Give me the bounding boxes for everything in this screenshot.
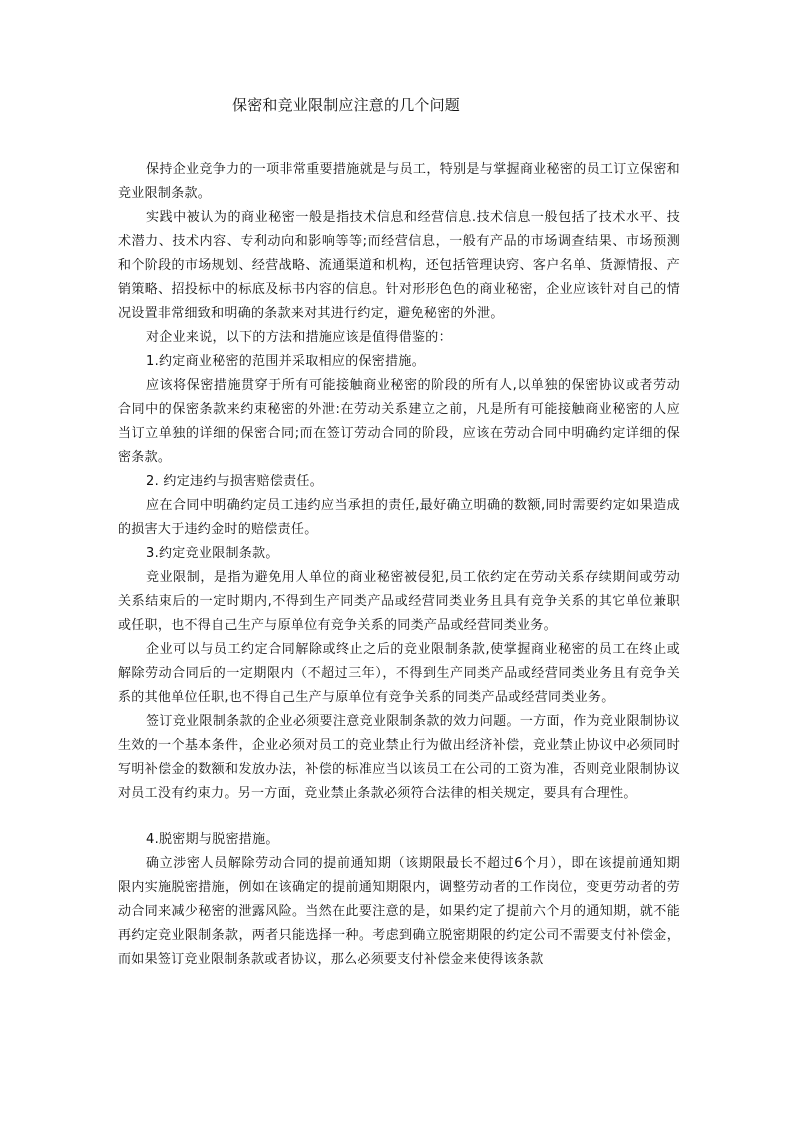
paragraph-section-3a: 竞业限制，是指为避免用人单位的商业秘密被侵犯,员工依约定在劳动关系存续期间或劳动关系结束后的一定时期内,不得到生产同类产品或经营同类业务且具有竞争关系的其它单位兼职或任职，也不得自己生产与原单位有竞争关系的同类产品或经营同类业务。	[118, 570, 680, 633]
paragraph-methods-lead: 对企业来说，以下的方法和措施应该是值得借鉴的：	[146, 330, 452, 345]
section-heading-2: 2. 约定违约与损害赔偿责任。	[146, 474, 324, 489]
paragraph-section-1: 应该将保密措施贯穿于所有可能接触商业秘密的阶段的所有人,以单独的保密协议或者劳动合同中的保密条款来约束秘密的外泄:在劳动关系建立之前，凡是所有可能接触商业秘密的人应当订立单独的详细的保密合同;而在签订劳动合同的阶段，应该在劳动合同中明确约定详细的保密条款。	[118, 378, 680, 465]
paragraph-section-3b: 企业可以与员工约定合同解除或终止之后的竞业限制条款,使掌握商业秘密的员工在终止或解除劳动合同后的一定期限内（不超过三年），不得到生产同类产品或经营同类业务且有竞争关系的其他单位任职,也不得自己生产与原单位有竞争关系的同类产品或经营同类业务。	[118, 642, 680, 705]
document-title: 保密和竞业限制应注意的几个问题	[232, 96, 461, 114]
section-heading-4: 4.脱密期与脱密措施。	[146, 832, 279, 847]
paragraph-section-3c: 签订竞业限制条款的企业必须要注意竞业限制条款的效力问题。一方面，作为竞业限制协议生效的一个基本条件，企业必须对员工的竞业禁止行为做出经济补偿，竞业禁止协议中必须同时写明补偿金的数额和发放办法，补偿的标准应当以该员工在公司的工资为准，否则竞业限制协议对员工没有约束力。另一方面，竞业禁止条款必须符合法律的相关规定，要具有合理性。	[118, 714, 680, 801]
section-heading-1: 1.约定商业秘密的范围并采取相应的保密措施。	[146, 354, 426, 369]
paragraph-trade-secret-definition: 实践中被认为的商业秘密一般是指技术信息和经营信息.技术信息一般包括了技术水平、技术潜力、技术内容、专利动向和影响等等;而经营信息，一般有产品的市场调查结果、市场预测和个阶段的市场规划、经营战略、流通渠道和机构，还包括管理诀窍、客户名单、货源情报、产销策略、招投标中的标底及标书内容的信息。针对形形色色的商业秘密，企业应该针对自己的情况设置非常细致和明确的条款来对其进行约定，避免秘密的外泄。	[118, 210, 680, 321]
paragraph-section-4: 确立涉密人员解除劳动合同的提前通知期（该期限最长不超过6个月），即在该提前通知期限内实施脱密措施，例如在该确定的提前通知期限内，调整劳动者的工作岗位，变更劳动者的劳动合同来减少秘密的泄露风险。当然在此要注意的是，如果约定了提前六个月的通知期，就不能再约定竞业限制条款，两者只能选择一种。考虑到确立脱密期限的约定公司不需要支付补偿金，而如果签订竞业限制条款或者协议，那么必须要支付补偿金来使得该条款	[118, 856, 680, 967]
document-body	[118, 158, 680, 972]
paragraph-intro: 保持企业竞争力的一项非常重要措施就是与员工，特别是与掌握商业秘密的员工订立保密和竞业限制条款。	[118, 162, 680, 201]
paragraph-gap	[118, 806, 680, 828]
section-heading-3: 3.约定竞业限制条款。	[146, 546, 279, 561]
paragraph-section-2: 应在合同中明确约定员工违约应当承担的责任,最好确立明确的数额,同时需要约定如果造成的损害大于违约金时的赔偿责任。	[118, 498, 680, 537]
